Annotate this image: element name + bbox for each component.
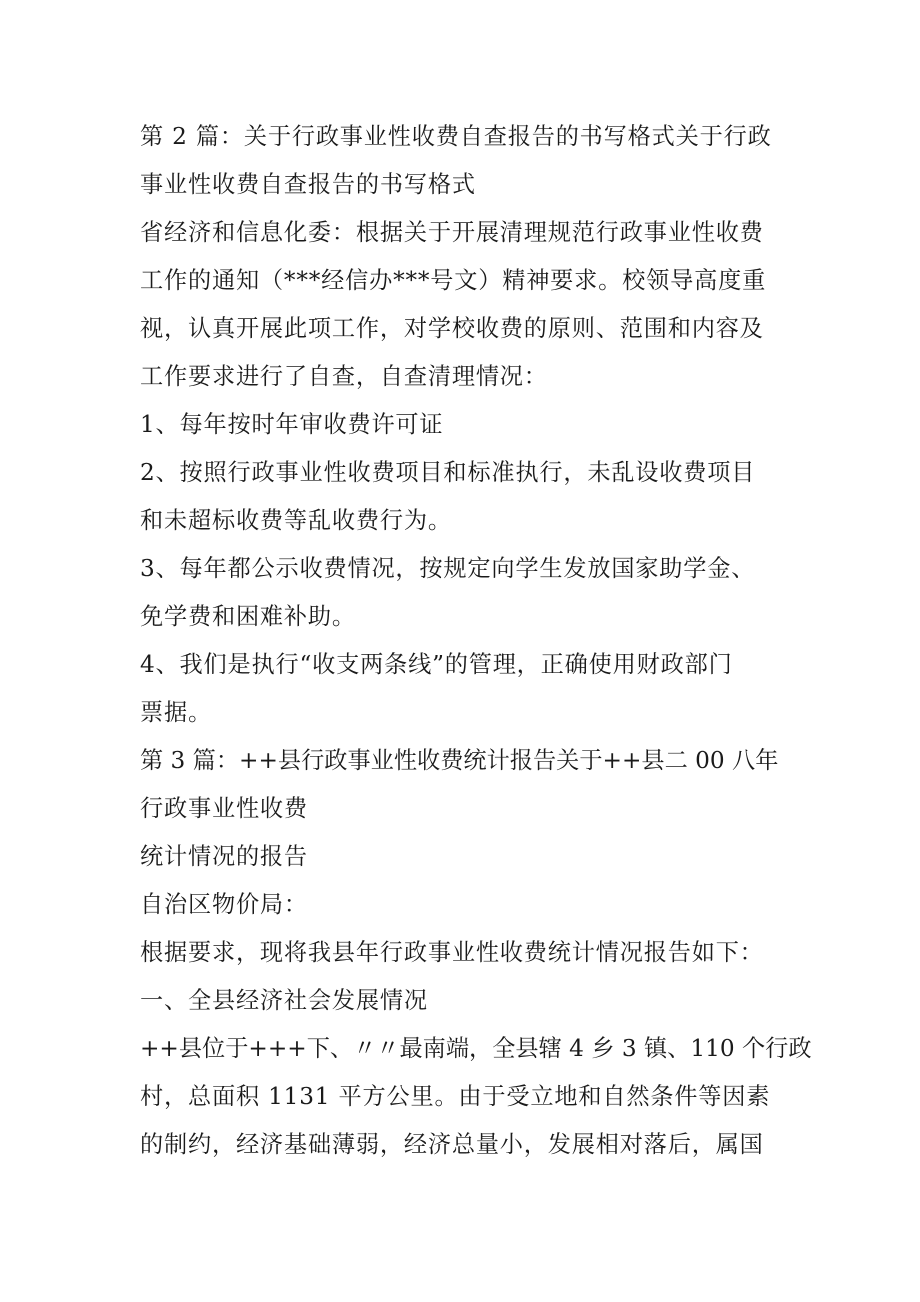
heading-part-2-line-1: 第 2 篇：关于行政事业性收费自查报告的书写格式关于行政	[140, 123, 772, 150]
heading-part-3-line-1: 第 3 篇：++县行政事业性收费统计报告关于++县二 00 八年	[140, 747, 779, 774]
list-item-4-line-2: 票据。	[140, 699, 212, 726]
paragraph-line: 视，认真开展此项工作，对学校收费的原则、范围和内容及	[140, 315, 764, 342]
list-item-2-line-2: 和未超标收费等乱收费行为。	[140, 507, 452, 534]
report-title: 统计情况的报告	[140, 843, 308, 870]
heading-part-2-line-2: 事业性收费自查报告的书写格式	[140, 171, 476, 198]
list-item-3-line-2: 免学费和困难补助。	[140, 603, 356, 630]
paragraph-line: 工作要求进行了自查，自查清理情况：	[140, 363, 548, 390]
paragraph-line: ++县位于+++下、〃〃最南端，全县辖 4 乡 3 镇、110 个行政	[140, 1035, 812, 1062]
list-item-2-line-1: 2、按照行政事业性收费项目和标准执行，未乱设收费项目	[140, 459, 756, 486]
heading-part-3-line-2: 行政事业性收费	[140, 795, 308, 822]
paragraph-line: 的制约，经济基础薄弱，经济总量小，发展相对落后，属国	[140, 1131, 764, 1158]
paragraph-line: 省经济和信息化委：根据关于开展清理规范行政事业性收费	[140, 219, 764, 246]
paragraph-line: 根据要求，现将我县年行政事业性收费统计情况报告如下：	[140, 939, 764, 966]
paragraph-line: 村，总面积 1131 平方公里。由于受立地和自然条件等因素	[140, 1083, 771, 1110]
list-item-3-line-1: 3、每年都公示收费情况，按规定向学生发放国家助学金、	[140, 555, 756, 582]
paragraph-line: 工作的通知（***经信办***号文）精神要求。校领导高度重	[140, 267, 767, 294]
section-heading: 一、全县经济社会发展情况	[140, 987, 428, 1014]
document-body	[140, 113, 812, 1169]
list-item-1: 1、每年按时年审收费许可证	[140, 411, 444, 438]
addressee: 自治区物价局：	[140, 891, 308, 918]
list-item-4-line-1: 4、我们是执行“收支两条线”的管理，正确使用财政部门	[140, 651, 733, 678]
